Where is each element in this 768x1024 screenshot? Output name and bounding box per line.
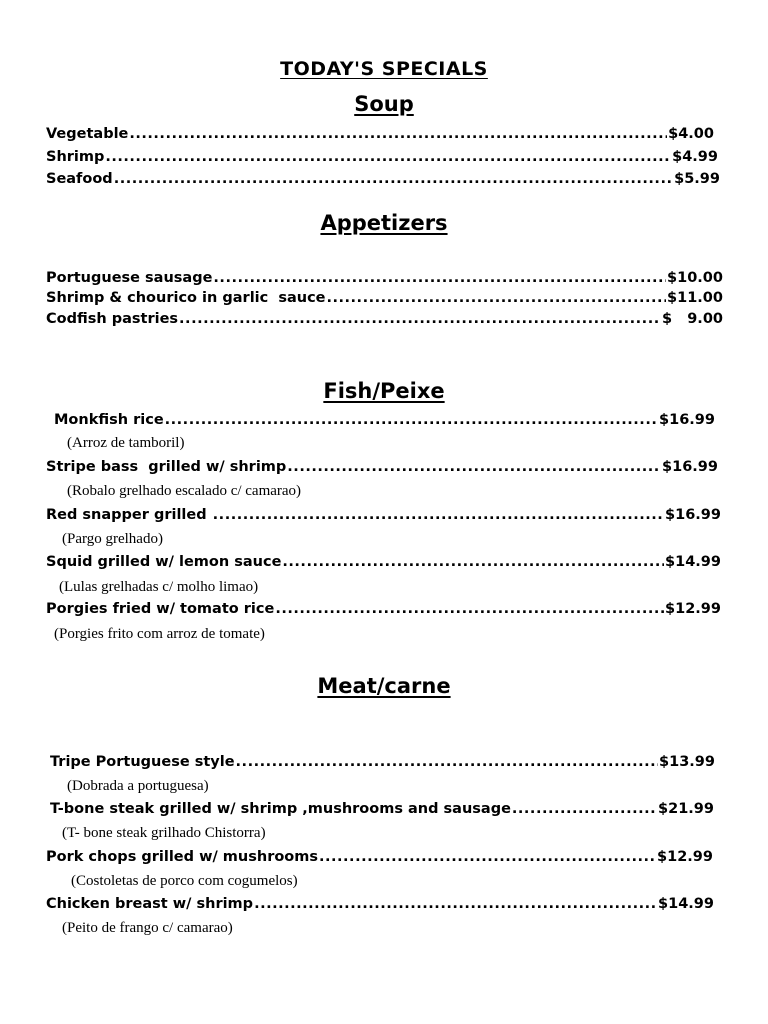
section-heading-meat: Meat/carne [317,674,451,698]
menu-item [46,172,720,187]
menu-item [46,291,723,306]
item-name: Pork chops grilled w/ mushrooms [46,849,319,865]
item-price: $5.99 [674,171,720,187]
item-price: $4.99 [672,149,718,165]
item-name: Shrimp & chourico in garlic sauce [46,290,326,306]
dot-leader [213,271,666,286]
item-translation: (Pargo grelhado) [62,531,163,547]
dot-leader [287,460,661,475]
dot-leader [179,312,661,327]
item-name: Red snapper grilled [46,507,212,523]
item-translation: (Peito de frango c/ camarao) [62,920,233,936]
dot-leader [327,291,667,306]
item-name: Monkfish rice [54,412,164,428]
item-name: Codfish pastries [46,311,179,327]
menu-item [50,802,714,817]
dot-leader [129,127,667,142]
dot-leader [275,602,664,617]
menu-item [46,602,721,617]
item-price: $11.00 [667,290,723,306]
item-name: Tripe Portuguese style [50,754,235,770]
item-name: Chicken breast w/ shrimp [46,896,254,912]
item-price: $4.00 [668,126,714,142]
item-price: $12.99 [657,849,713,865]
dot-leader [512,802,657,817]
item-translation: (Lulas grelhadas c/ molho limao) [59,579,259,595]
dot-leader [282,555,664,570]
section-heading-appetizers: Appetizers [320,211,448,235]
page-title: TODAY'S SPECIALS [280,58,488,80]
menu-item [46,897,714,912]
menu-item [46,271,723,286]
item-price: $14.99 [658,896,714,912]
item-price: $21.99 [658,801,714,817]
dot-leader [165,413,658,428]
item-name: Seafood [46,171,113,187]
dot-leader [114,172,673,187]
menu-item [54,413,715,428]
dot-leader [213,508,664,523]
dot-leader [254,897,657,912]
item-price: $16.99 [662,459,718,475]
item-translation: (Costoletas de porco com cogumelos) [71,873,298,889]
item-name: Porgies fried w/ tomato rice [46,601,275,617]
item-price: $12.99 [665,601,721,617]
item-translation: (Porgies frito com arroz de tomate) [54,626,265,642]
dot-leader [319,850,656,865]
item-price: $16.99 [659,412,715,428]
item-name: Stripe bass grilled w/ shrimp [46,459,287,475]
dot-leader [105,150,671,165]
item-name: Portuguese sausage [46,270,213,286]
item-translation: (T- bone steak grilhado Chistorra) [62,825,266,841]
item-name: Squid grilled w/ lemon sauce [46,554,282,570]
menu-item [46,850,713,865]
item-price: $ 9.00 [661,311,723,327]
menu-item [46,460,718,475]
menu-item [46,150,718,165]
dot-leader [236,755,658,770]
item-name: Shrimp [46,149,105,165]
item-price: $10.00 [667,270,723,286]
menu-item [46,555,721,570]
item-price: $16.99 [665,507,721,523]
item-name: Vegetable [46,126,129,142]
section-heading-soup: Soup [354,92,414,116]
item-price: $13.99 [659,754,715,770]
menu-item [50,755,715,770]
item-name: T-bone steak grilled w/ shrimp ,mushrooms and sausage [50,801,511,817]
menu-item [46,127,714,142]
menu-item [46,312,723,327]
item-translation: (Dobrada a portuguesa) [67,778,209,794]
item-translation: (Arroz de tamboril) [67,435,185,451]
item-translation: (Robalo grelhado escalado c/ camarao) [67,483,302,499]
section-heading-fish: Fish/Peixe [323,379,445,403]
item-price: $14.99 [665,554,721,570]
menu-item [46,508,721,523]
